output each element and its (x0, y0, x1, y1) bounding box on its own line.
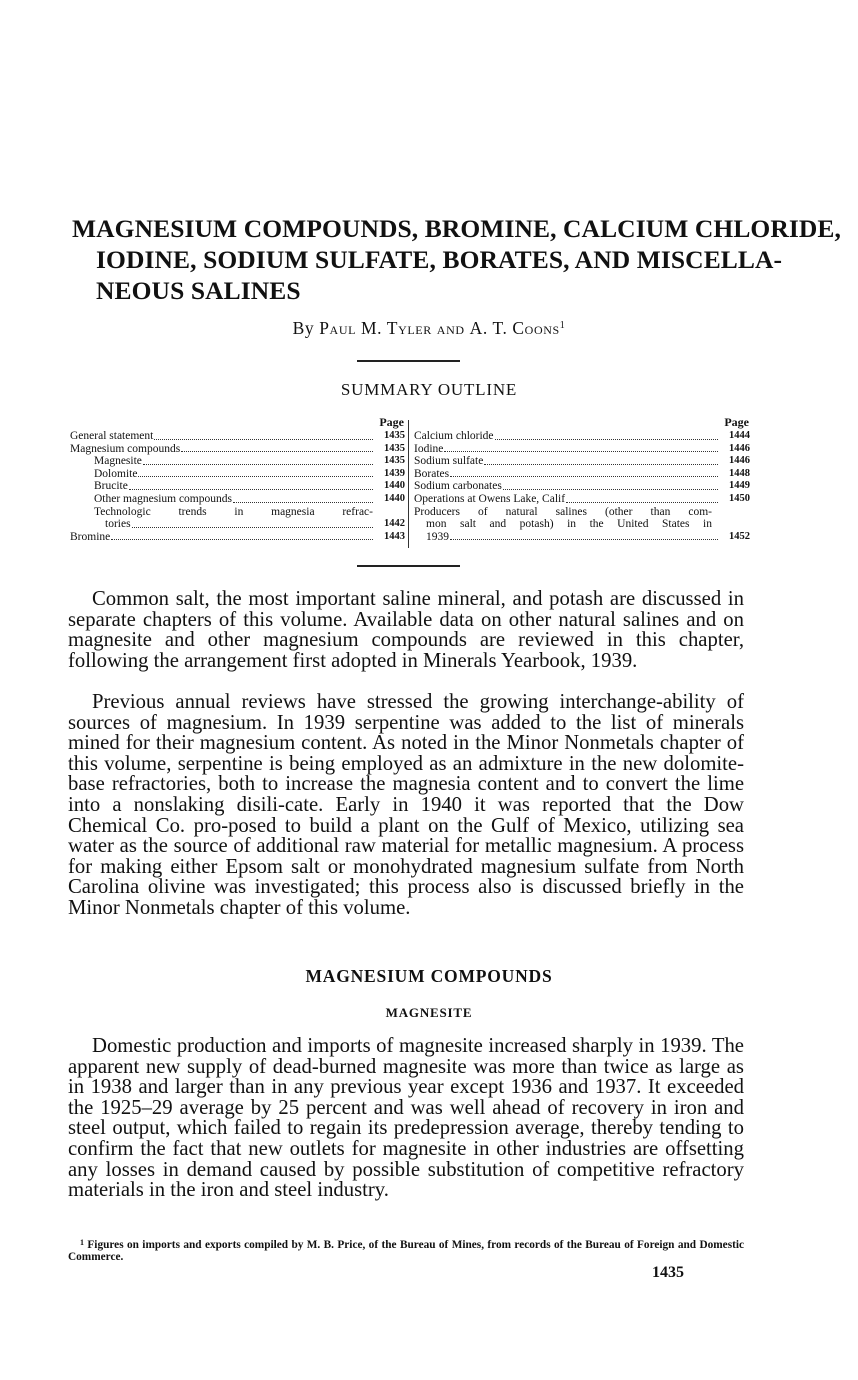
outline-entry: Brucite 1440 (94, 480, 405, 493)
author-1: Paul M. Tyler (319, 318, 432, 338)
footnote-mark: 1 (80, 1238, 84, 1247)
paragraph-intro: Common salt, the most important saline mineral, and potash are discussed in separate chapters of this volume. Available data on other natural salines and on magnesite and other magnesium compounds are reviewed in this chapter, following the arrangement first adopted in Minerals Yearbook, 1939. (68, 588, 744, 672)
outline-entry: Bromine 1443 (70, 530, 405, 543)
byline-by: By (292, 318, 315, 338)
summary-outline-heading: SUMMARY OUTLINE (340, 380, 518, 399)
page-number: 1435 (652, 1264, 684, 1281)
outline-entry: Producers of natural salines (other than com- (414, 505, 712, 518)
outline-page-header: Page (724, 415, 749, 429)
footnote (68, 1237, 744, 1263)
footnote-text: Figures on imports and exports compiled by M. B. Price, of the Bureau of Mines, from records of the Bureau of Foreign and Domestic Commerce. (68, 1239, 745, 1263)
footnote-ref: 1 (559, 320, 566, 331)
outline-entry: mon salt and potash) in the United States in (426, 518, 712, 531)
outline-entry: Dolomite 1439 (94, 467, 405, 480)
outline-entry: Sodium carbonates 1449 (414, 480, 750, 493)
outline-right-column (414, 415, 750, 543)
outline-entry: Magnesium compounds 1435 (70, 442, 405, 455)
outline-entry: Magnesite 1435 (94, 455, 405, 468)
title-line-1: MAGNESIUM COMPOUNDS, BROMINE, CALCIUM CHLORIDE, (72, 214, 842, 243)
author-2: A. T. Coons (469, 318, 560, 338)
outline-entry: Other magnesium compounds 1440 (94, 492, 405, 505)
outline-entry: General statement 1435 (70, 430, 405, 442)
paragraph-magnesium-sources: Previous annual reviews have stressed the growing interchange-ability of sources of magnesium. In 1939 serpentine was added to the list of minerals mined for their magnesium content. As noted in the Minor Nonmetals chapter of this volume, serpentine is being employed as an admixture in the new dolomite-base refractories, both to increase the magnesia content and to convert the lime into a nonslaking disili-cate. Early in 1940 it was reported that the Dow Chemical Co. pro-posed to build a plant on the Gulf of Mexico, utilizing sea water as the source of additional raw material for metallic magnesium. A process for making either Epsom salt or monohydrated magnesium sulfate from North Carolina olivine was investigated; this process also is discussed briefly in the Minor Nonmetals chapter of this volume. (68, 691, 744, 919)
outline-entry: Operations at Owens Lake, Calif 1450 (414, 492, 750, 505)
divider-rule (357, 360, 460, 362)
outline-column-divider (408, 420, 409, 548)
outline-entry: Borates 1448 (414, 467, 750, 480)
outline-entry: Iodine 1446 (414, 442, 750, 455)
byline (0, 318, 858, 339)
outline-entry: Calcium chloride 1444 (414, 430, 750, 442)
outline-page-header: Page (379, 415, 404, 429)
subsection-heading: MAGNESITE (385, 1005, 473, 1020)
divider-rule (357, 565, 460, 567)
outline-left-column (70, 415, 405, 543)
outline-entry: Technologic trends in magnesia refrac- (94, 505, 373, 518)
title-line-3: NEOUS SALINES (96, 276, 301, 305)
outline-entry: tories 1442 (105, 518, 405, 531)
byline-and: and (436, 318, 465, 338)
chapter-title (72, 213, 842, 306)
section-heading: MAGNESIUM COMPOUNDS (305, 966, 553, 986)
outline-entry: Sodium sulfate 1446 (414, 455, 750, 468)
title-line-2: IODINE, SODIUM SULFATE, BORATES, AND MISCELLA- (96, 245, 783, 274)
outline-entry: 1939 1452 (426, 530, 750, 543)
paragraph-magnesite: Domestic production and imports of magnesite increased sharply in 1939. The apparent new supply of dead-burned magnesite was more than twice as large as in 1938 and larger than in any previous year except 1936 and 1937. It exceeded the 1925–29 average by 25 percent and was well ahead of recovery in iron and steel output, which failed to regain its predepression average, thereby tending to confirm the fact that new outlets for magnesite in other industries are offsetting any losses in demand caused by possible substitution of competitive refractory materials in the iron and steel industry. (68, 1035, 744, 1202)
